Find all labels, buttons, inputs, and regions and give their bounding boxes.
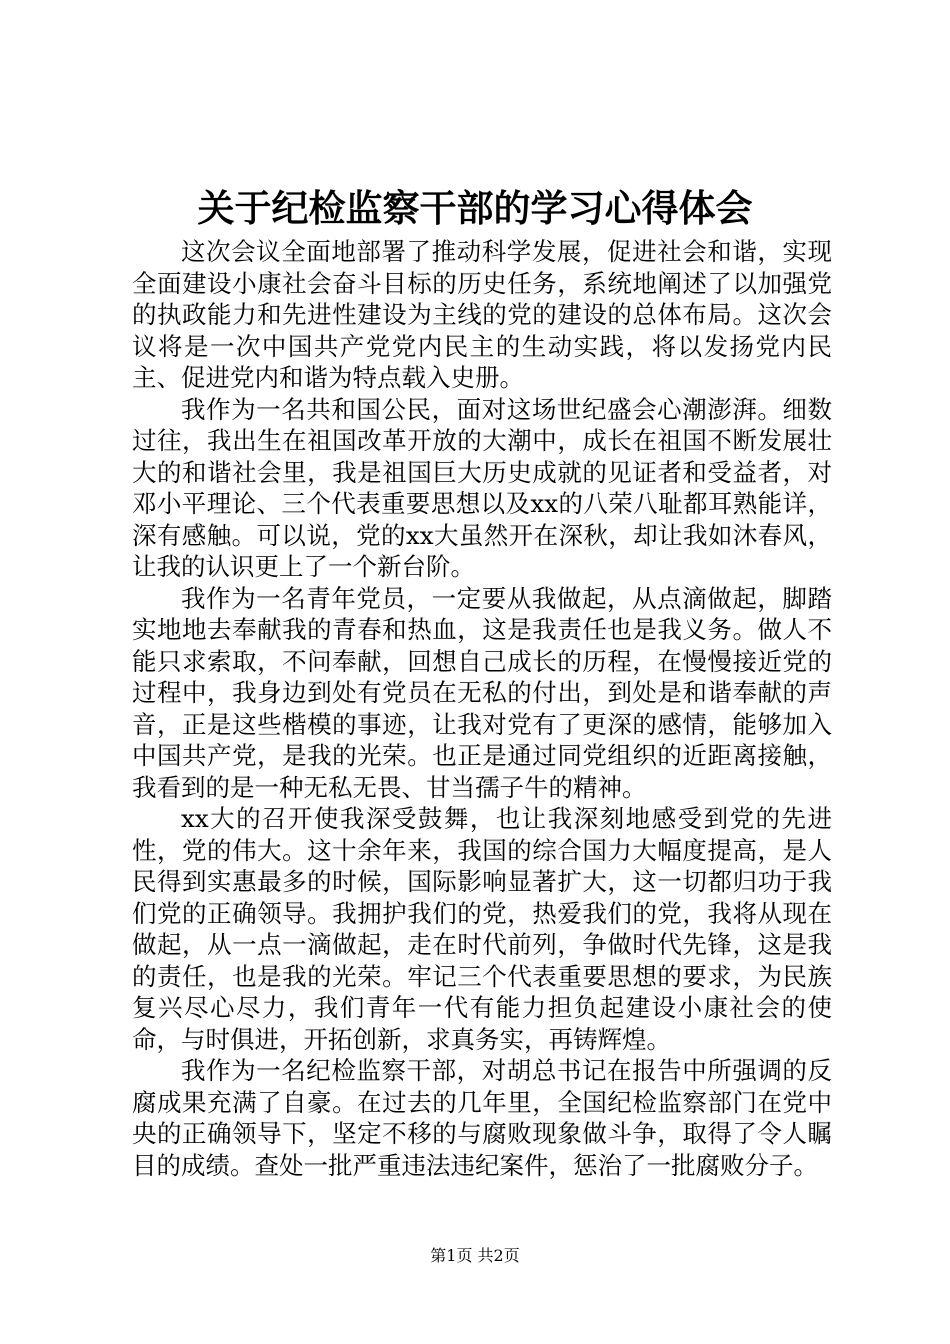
paragraph-1: 这次会议全面地部署了推动科学发展，促进社会和谐，实现全面建设小康社会奋斗目标的历史任务，系统地阐述了以加强党的执政能力和先进性建设为主线的党的建设的总体布局。这次会议将是一次中国共产党党内民主的生动实践，将以发扬党内民主、促进党内和谐为特点载入史册。 bbox=[132, 237, 832, 392]
page-title: 关于纪检监察干部的学习心得体会 bbox=[197, 186, 753, 230]
paragraph-4: xx大的召开使我深受鼓舞，也让我深刻地感受到党的先进性，党的伟大。这十余年来，我国的综合国力大幅度提高，是人民得到实惠最多的时候，国际影响显著扩大，这一切都归功于我们党的正确领导。我拥护我们的党，热爱我们的党，我将从现在做起，从一点一滴做起，走在时代前列，争做时代先锋，这是我的责任，也是我的光荣。牢记三个代表重要思想的要求，为民族复兴尽心尽力，我们青年一代有能力担负起建设小康社会的使命，与时俱进，开拓创新，求真务实，再铸辉煌。 bbox=[132, 804, 832, 1054]
page-footer: 第1页 共2页 bbox=[430, 1246, 520, 1265]
document-body bbox=[132, 236, 832, 1181]
paragraph-5: 我作为一名纪检监察干部，对胡总书记在报告中所强调的反腐成果充满了自豪。在过去的几年里，全国纪检监察部门在党中央的正确领导下，坚定不移的与腐败现象做斗争，取得了令人瞩目的成绩。查处一批严重违法违纪案件，惩治了一批腐败分子。 bbox=[132, 1056, 832, 1180]
paragraph-3: 我作为一名青年党员，一定要从我做起，从点滴做起，脚踏实地地去奉献我的青春和热血，这是我责任也是我义务。做人不能只求索取，不问奉献，回想自己成长的历程，在慢慢接近党的过程中，我身边到处有党员在无私的付出，到处是和谐奉献的声音，正是这些楷模的事迹，让我对党有了更深的感情，能够加入中国共产党，是我的光荣。也正是通过同党组织的近距离接触，我看到的是一种无私无畏、甘当孺子牛的精神。 bbox=[132, 583, 832, 802]
paragraph-2: 我作为一名共和国公民，面对这场世纪盛会心潮澎湃。细数过往，我出生在祖国改革开放的大潮中，成长在祖国不断发展壮大的和谐社会里，我是祖国巨大历史成就的见证者和受益者，对邓小平理论、三个代表重要思想以及xx的八荣八耻都耳熟能详，深有感触。可以说，党的xx大虽然开在深秋，却让我如沐春风，让我的认识更上了一个新台阶。 bbox=[132, 394, 832, 581]
